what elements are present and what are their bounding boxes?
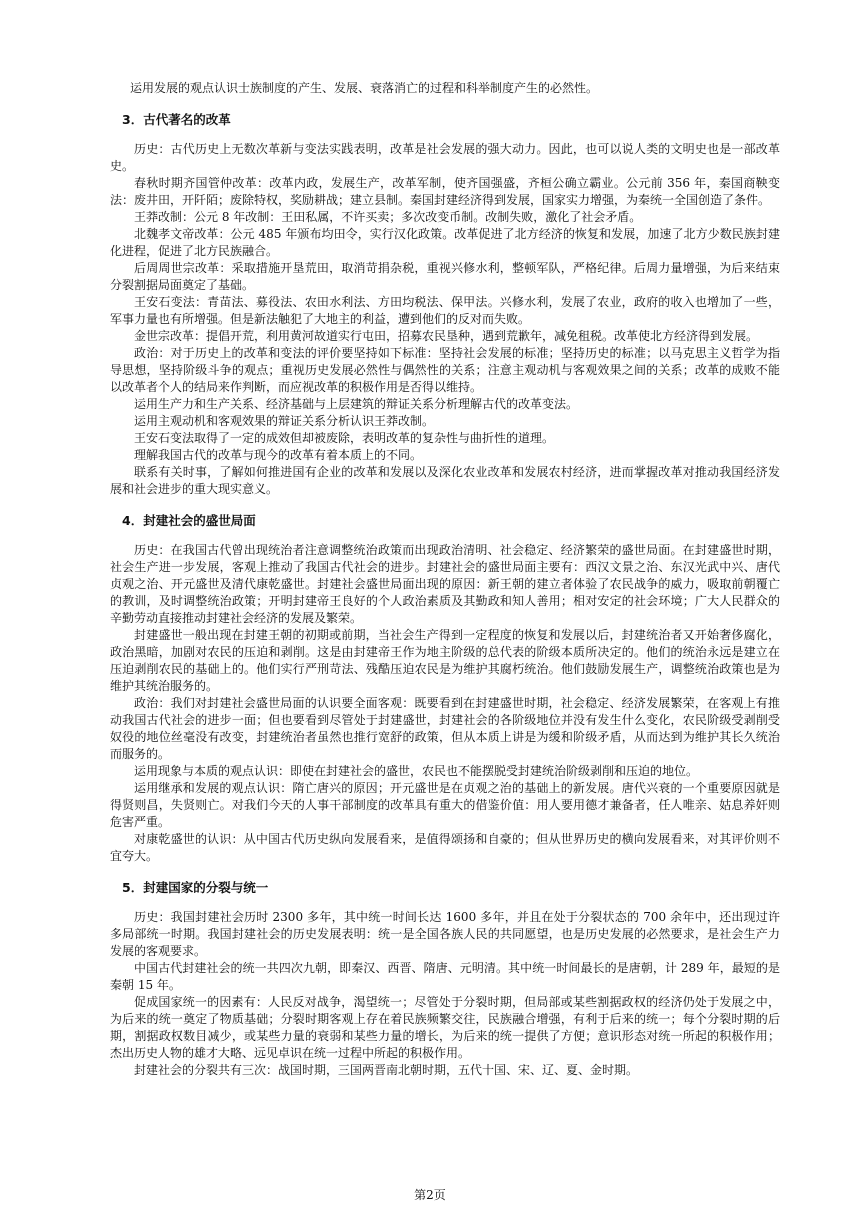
body-paragraph: 运用继承和发展的观点认识：隋亡唐兴的原因；开元盛世是在贞观之治的基础上的新发展。唐代兴衰的一个重要原因就是得贤则昌，失贤则亡。对我们今天的人事干部制度的改革具有重大的借鉴价值：用人要用德才兼备者，任人唯亲、姑息养奸则危害严重。 [110, 781, 780, 829]
body-paragraph: 历史：在我国古代曾出现统治者注意调整统治政策而出现政治清明、社会稳定、经济繁荣的盛世局面。在封建盛世时期，社会生产进一步发展，客观上推动了我国古代社会的进步。封建社会的盛世局面主要有：西汉文景之治、东汉光武中兴、唐代贞观之治、开元盛世及清代康乾盛世。封建社会盛世局面出现的原因：新王朝的建立者体验了农民战争的威力，吸取前朝覆亡的教训，及时调整统治政策；开明封建帝王良好的个人政治素质及其勤政和知人善用；相对安定的社会环境；广大人民群众的辛勤劳动直接推动封建社会经济的发展及繁荣。 [110, 543, 780, 625]
body-paragraph: 运用主观动机和客观效果的辩证关系分析认识王莽改制。 [134, 414, 435, 428]
intro-paragraph: 运用发展的观点认识士族制度的产生、发展、衰落消亡的过程和科举制度产生的必然性。 [130, 81, 599, 95]
body-paragraph: 历史：我国封建社会历时 2300 多年，其中统一时间长达 1600 多年，并且在处于分裂状态的 700 余年中，还出现过许多局部统一时期。我国封建社会的历史发展表明：统一是全国各族人民的共同愿望，也是历史发展的必然要求，是社会生产力发展的客观要求。 [110, 910, 780, 958]
body-paragraph: 中国古代封建社会的统一共四次九朝，即秦汉、西晋、隋唐、元明清。其中统一时间最长的是唐朝，计 289 年，最短的是秦朝 15 年。 [110, 961, 780, 992]
body-paragraph: 运用现象与本质的观点认识：即使在封建社会的盛世，农民也不能摆脱受封建统治阶级剥削和压迫的地位。 [134, 764, 699, 778]
body-paragraph: 封建社会的分裂共有三次：战国时期，三国两晋南北朝时期，五代十国、宋、辽、夏、金时期。 [134, 1063, 639, 1077]
body-paragraph: 王安石变法：青苗法、募役法、农田水利法、方田均税法、保甲法。兴修水利，发展了农业，政府的收入也增加了一些，军事力量也有所增强。但是新法触犯了大地主的利益，遭到他们的反对而失败。 [110, 295, 780, 326]
body-paragraph: 封建盛世一般出现在封建王朝的初期或前期，当社会生产得到一定程度的恢复和发展以后，封建统治者又开始奢侈腐化，政治黑暗，加剧对农民的压迫和剥削。这是由封建帝王作为地主阶级的总代表的阶级本质所决定的。他们的统治永远是建立在压迫剥削农民的基础上的。他们实行严刑苛法、残酷压迫农民是为维护其腐朽统治。他们鼓励发展生产，调整统治政策也是为维护其统治服务的。 [110, 628, 780, 693]
section [110, 879, 780, 1079]
section [110, 512, 780, 865]
body-paragraph: 后周周世宗改革：采取措施开垦荒田，取消苛捐杂税，重视兴修水利，整顿军队，严格纪律。后周力量增强，为后来结束分裂割据局面奠定了基础。 [110, 261, 780, 292]
body-paragraph: 春秋时期齐国管仲改革：改革内政，发展生产，改革军制，使齐国强盛，齐桓公确立霸业。公元前 356 年，秦国商鞅变法：废井田，开阡陌；废除特权，奖励耕战；建立县制。秦国封建经济得到发展，国家实力增强，为秦统一全国创造了条件。 [110, 176, 780, 207]
body-paragraph: 金世宗改革：提倡开荒，利用黄河故道实行屯田，招募农民垦种，遇到荒歉年，减免租税。改革使北方经济得到发展。 [134, 329, 759, 343]
body-paragraph: 促成国家统一的因素有：人民反对战争，渴望统一；尽管处于分裂时期，但局部或某些割据政权的经济仍处于发展之中，为后来的统一奠定了物质基础；分裂时期客观上存在着民族频繁交往，民族融合增强，有利于后来的统一；每个分裂时期的后期，割据政权数目减少，或某些力量的衰弱和某些力量的增长，为后来的统一提供了方便；意识形态对统一所起的积极作用；杰出历史人物的雄才大略、远见卓识在统一过程中所起的积极作用。 [110, 995, 780, 1060]
body-paragraph: 政治：对于历史上的改革和变法的评价要坚持如下标准：坚持社会发展的标准；坚持历史的标准；以马克思主义哲学为指导思想，坚持阶级斗争的观点；重视历史发展必然性与偶然性的关系；注意主观动机与客观效果之间的关系；改革的成败不能以改革者个人的结局来作判断，而应视改革的积极作用是否得以维持。 [110, 346, 780, 394]
body-paragraph: 联系有关时事，了解如何推进国有企业的改革和发展以及深化农业改革和发展农村经济，进而掌握改革对推动我国经济发展和社会进步的重大现实意义。 [110, 465, 780, 496]
body-paragraph: 北魏孝文帝改革：公元 485 年颁布均田令，实行汉化政策。改革促进了北方经济的恢复和发展，加速了北方少数民族封建化进程，促进了北方民族融合。 [110, 227, 780, 258]
page-number: 第2页 [414, 1188, 446, 1202]
body-paragraph: 理解我国古代的改革与现今的改革有着本质上的不同。 [134, 448, 423, 462]
sections-container [110, 111, 780, 1079]
section [110, 111, 780, 498]
section-heading: 5．封建国家的分裂与统一 [122, 880, 269, 895]
body-paragraph: 运用生产力和生产关系、经济基础与上层建筑的辩证关系分析理解古代的改革变法。 [134, 397, 579, 411]
body-paragraph: 政治：我们对封建社会盛世局面的认识要全面客观：既要看到在封建盛世时期，社会稳定、经济发展繁荣，在客观上有推动我国古代社会的进步一面；但也要看到尽管处于封建盛世，封建社会的各阶级地位并没有发生什么变化，农民阶级受剥削受奴役的地位丝毫没有改变，封建统治者虽然也推行宽舒的政策，但从本质上讲是为缓和阶级矛盾，从而达到为维护其长久统治而服务的。 [110, 696, 780, 761]
body-paragraph: 历史：古代历史上无数次革新与变法实践表明，改革是社会发展的强大动力。因此，也可以说人类的文明史也是一部改革史。 [110, 142, 780, 173]
document-body [110, 80, 780, 1085]
body-paragraph: 王莽改制：公元 8 年改制：王田私属，不许买卖；多次改变币制。改制失败，激化了社会矛盾。 [134, 210, 642, 224]
section-heading: 4．封建社会的盛世局面 [122, 513, 256, 528]
body-paragraph: 王安石变法取得了一定的成效但却被废除，表明改革的复杂性与曲折性的道理。 [134, 431, 555, 445]
body-paragraph: 对康乾盛世的认识：从中国古代历史纵向发展看来，是值得颂扬和自豪的；但从世界历史的横向发展看来，对其评价则不宜夸大。 [110, 832, 780, 863]
section-heading: 3．古代著名的改革 [122, 112, 231, 127]
